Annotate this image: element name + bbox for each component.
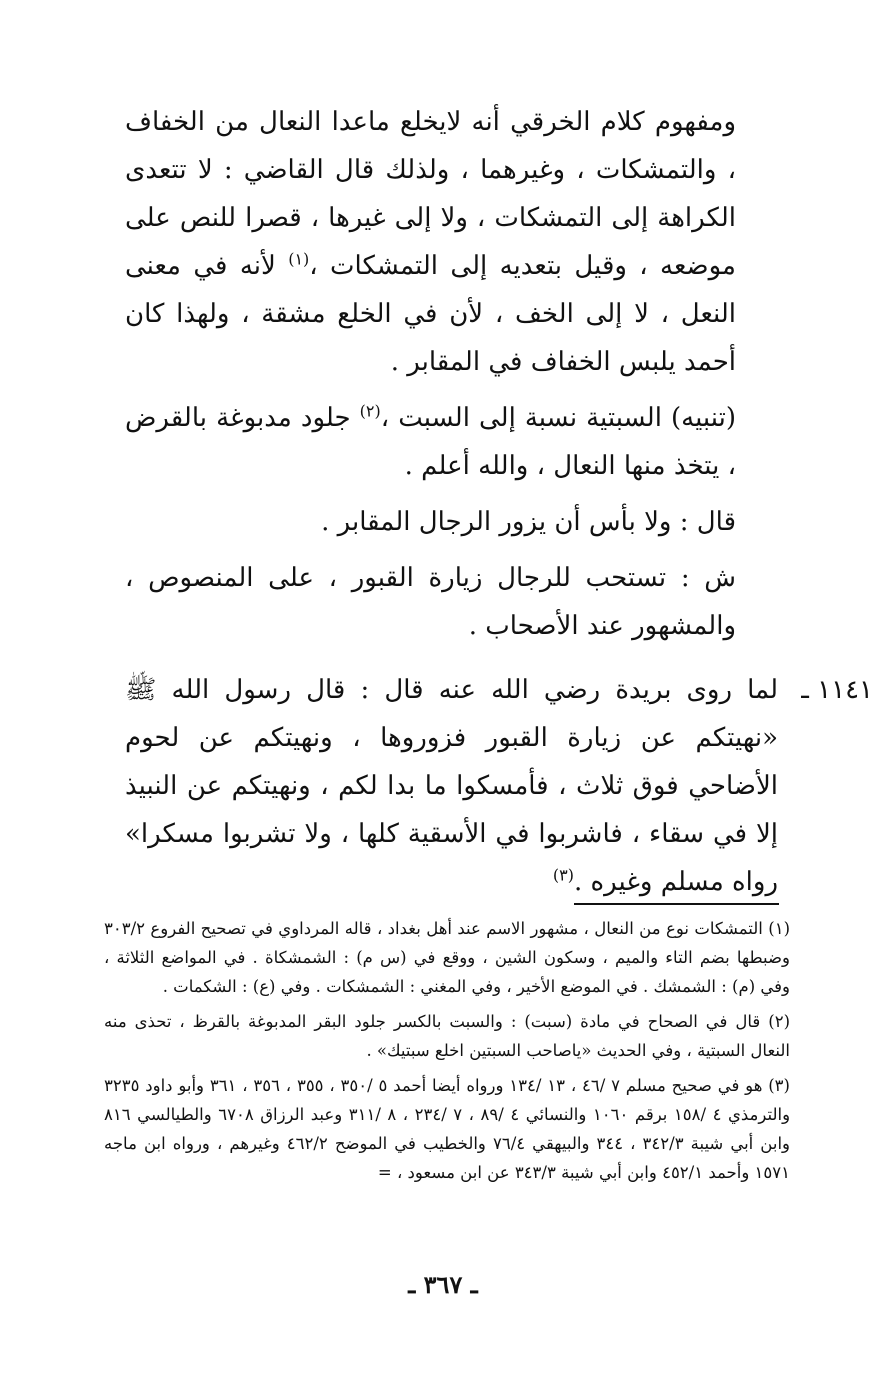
main-text	[125, 98, 873, 906]
page-number: ـ ٣٦٧ ـ	[408, 1270, 478, 1299]
sharh-paragraph: ش : تستحب للرجال زيارة القبور ، على المنصوص ، والمشهور عند الأصحاب .	[125, 563, 736, 641]
paragraph-1	[125, 98, 778, 386]
footnote-separator	[574, 903, 779, 905]
hadith-block	[125, 666, 873, 906]
paragraph-1-text-b: لأنه في معنى النعل ، لا إلى الخف ، لأن في الخلع مشقة ، ولهذا كان أحمد يلبس الخفاف في المقابر .	[125, 251, 736, 377]
note-paragraph	[125, 394, 778, 490]
footnote-ref-1: (١)	[288, 249, 310, 269]
paragraph-1-text-a: ومفهوم كلام الخرقي أنه لايخلع ماعدا النعال من الخفاف ، والتمشكات ، وغيرهما ، ولذلك قال القاضي : لا تتعدى الكراهة إلى التمشكات ، ولا إلى غيرها ، قصرا للنص على موضعه ، وقيل بتعديه إلى التمشكات ،	[125, 107, 736, 281]
note-text-b: جلود مدبوغة بالقرض ، يتخذ منها النعال ، والله أعلم .	[125, 403, 736, 481]
hadith-paragraph	[125, 666, 778, 906]
hadith-number: ١١٤١ ـ	[801, 675, 873, 705]
footnote-2: (٢) قال في الصحاح في مادة (سبت) : والسبت بالكسر جلود البقر المدبوغة بالقرظ ، تحذى منه النعال السبتية ، وفي الحديث «ياصاحب السبتين اخلع سبتيك» .	[104, 1012, 790, 1060]
footnotes-section	[104, 914, 790, 1187]
note-text-a: (تنبيه) السبتية نسبة إلى السبت ،	[380, 403, 736, 433]
footnote-ref-2: (٢)	[359, 401, 381, 421]
hadith-text: لما روى بريدة رضي الله عنه قال : قال رسول الله ﷺ «نهيتكم عن زيارة القبور فزوروها ، ونهيتكم عن لحوم الأضاحي فوق ثلاث ، فأمسكوا ما بدا لكم ، ونهيتكم عن النبيذ إلا في سقاء ، فاشربوا في الأسقية كلها ، ولا تشربوا مسكرا» رواه مسلم وغيره .	[125, 675, 778, 897]
footnote-ref-3: (٣)	[552, 865, 574, 885]
footnote-1: (١) التمشكات نوع من النعال ، مشهور الاسم عند أهل بغداد ، قاله المرداوي في تصحيح الفروع ٣٠٣/٢ وضبطها بضم التاء والميم ، وسكون الشين ، ووقع في (س م) : الشمشكاة . في المواضع الثلاثة ، وفي (م) : الشمشك . في الموضع الأخير ، وفي المغني : الشمشكات . وفي (ع) : الشكمات .	[104, 919, 790, 996]
footnote-3: (٣) هو في صحيح مسلم ٧ /٤٦ ، ١٣ /١٣٤ ورواه أيضا أحمد ٥ /٣٥٠ ، ٣٥٥ ، ٣٥٦ ، ٣٦١ وأبو داود ٣٢٣٥ والترمذي ٤ /١٥٨ برقم ١٠٦٠ والنسائي ٤ /٨٩ ، ٧ /٢٣٤ ، ٨ /٣١١ وعبد الرزاق ٦٧٠٨ والطيالسي ٨١٦ وابن أبي شيبة ٣٤٢/٣ ، ٣٤٤ والبيهقي ٧٦/٤ والخطيب في الموضح ٤٦٢/٢ وغيرهم ، ورواه ابن ماجه ١٥٧١ وأحمد ٤٥٢/١ وابن أبي شيبة ٣٤٣/٣ عن ابن مسعود ، =	[104, 1076, 791, 1182]
matn-paragraph: قال : ولا بأس أن يزور الرجال المقابر .	[321, 507, 736, 537]
